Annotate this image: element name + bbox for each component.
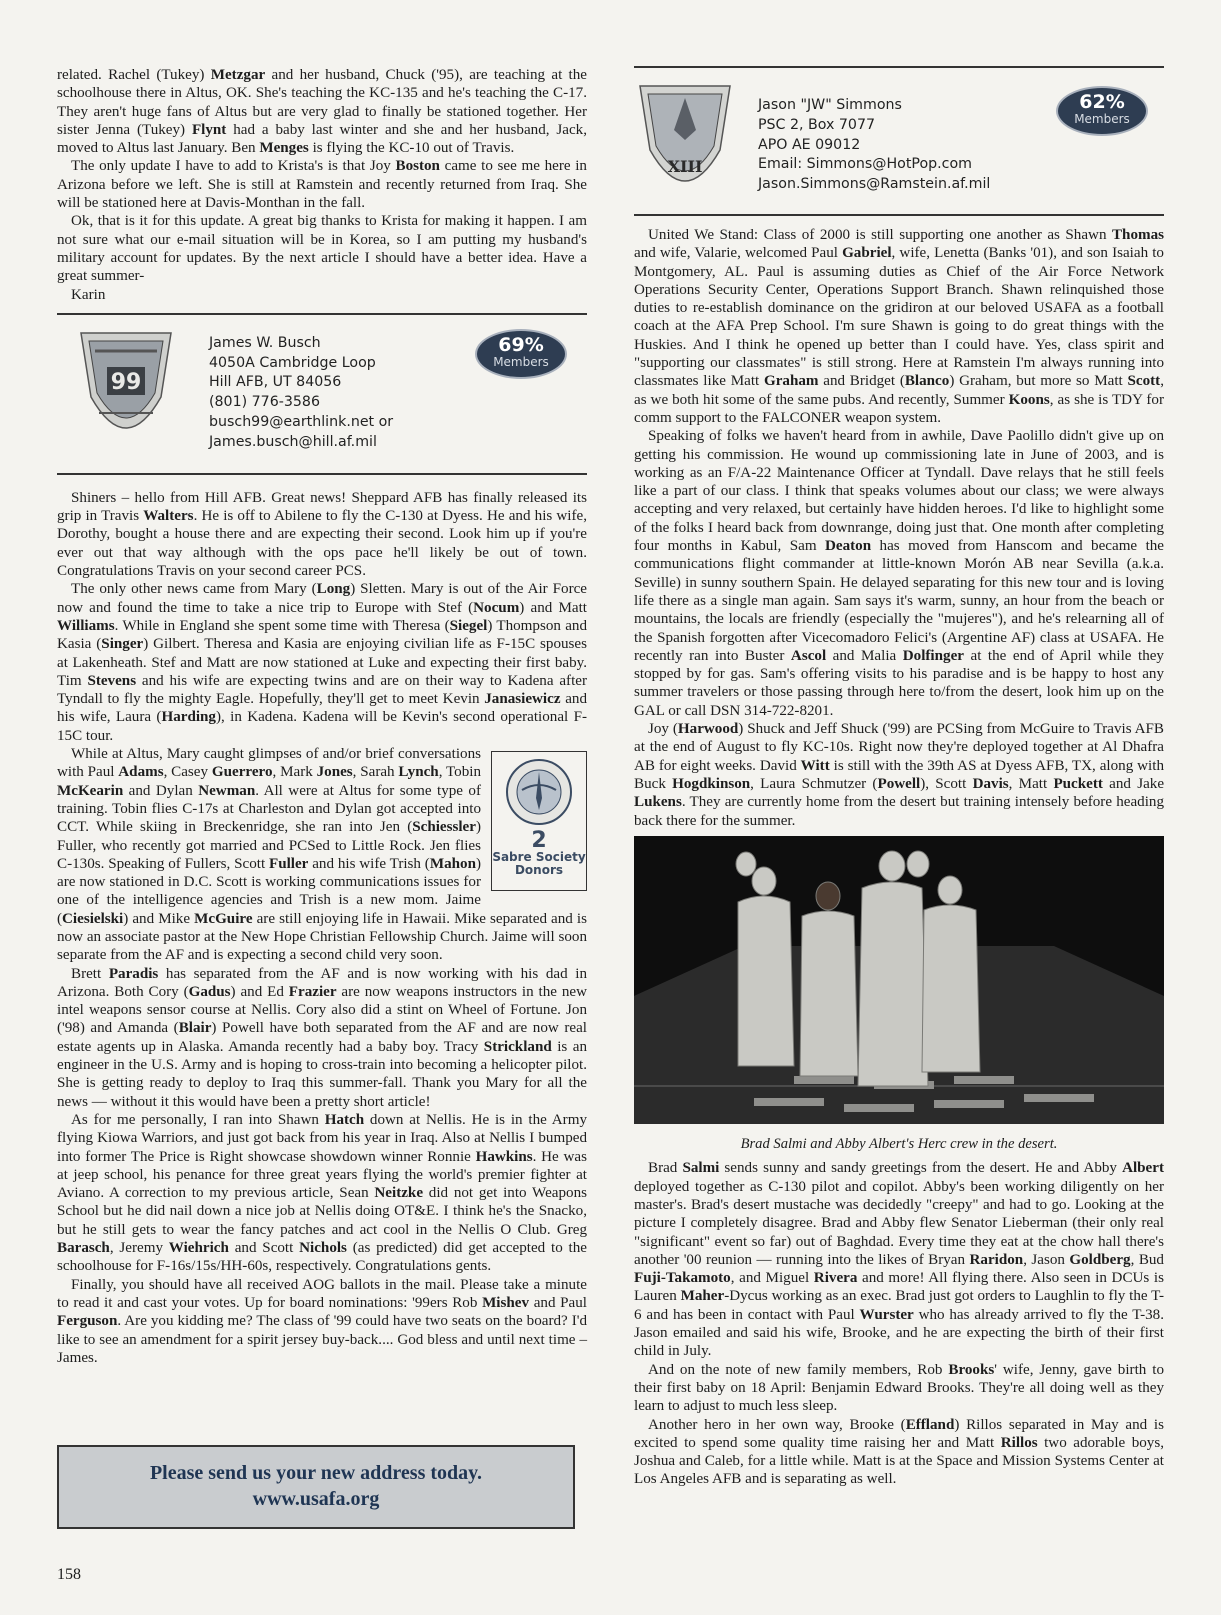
membership-percent: 62%	[1079, 91, 1125, 113]
paragraph	[634, 720, 1164, 830]
text-run: , Casey	[163, 764, 212, 781]
text-run: , Jason	[1023, 1251, 1070, 1268]
membership-label: Members	[1074, 112, 1130, 126]
text-run: Brett	[71, 965, 109, 982]
classmate-name: Effland	[905, 1416, 955, 1433]
classmate-name: Witt	[800, 757, 830, 774]
classmate-name: Davis	[972, 775, 1009, 792]
classmate-name: Harwood	[677, 721, 739, 738]
text-run: and wife, Valarie, welcomed Paul	[634, 245, 843, 262]
paragraph	[57, 1111, 587, 1276]
classmate-name: Mishev	[482, 1294, 530, 1311]
text-run: has separated from the AF and is now working with his dad in Arizona. Both Cory (	[57, 965, 587, 1000]
classmate-name: Ciesielski	[62, 910, 124, 927]
text-run: ) Fuller, who recently got married and PCSed to Little Rock. Jen flies C-130s. Speaking of Fullers, Scott	[57, 819, 481, 872]
classmate-name: Singer	[101, 636, 144, 653]
text-run: related. Rachel (Tukey)	[57, 67, 211, 83]
text-run: . Are you kidding me? The class of '99 could have two seats on the board? I'd like to see an amendment for a spirit jersey buy-back.... God bless and until next time – James.	[57, 1313, 587, 1366]
classmate-name: Frazier	[288, 983, 337, 1000]
classmate-name: Dolfinger	[902, 647, 964, 664]
text-run: The only update I have to add to Krista's is that Joy	[71, 158, 396, 175]
classmate-name: Siegel	[449, 617, 488, 634]
classmate-name: Hawkins	[475, 1148, 533, 1165]
text-run: (as predicted) did get accepted to the schoolhouse for F-16s/15s/HH-60s, respectively. Congratulations gents.	[57, 1240, 587, 1275]
text-run: While at Altus, Mary caught glimpses of and/or brief conversations with Paul	[57, 746, 481, 781]
text-run: Joy (	[648, 721, 678, 738]
contact-email-2[interactable]: Jason.Simmons@Ramstein.af.mil	[758, 176, 991, 193]
text-run: , as we both hit some of the same pubs. And recently, Summer	[634, 373, 1164, 408]
contact-email-2[interactable]: James.busch@hill.af.mil	[209, 433, 377, 450]
contact-email-1[interactable]: Email: Simmons@HotPop.com	[758, 156, 972, 173]
classmate-name: Blair	[178, 1020, 212, 1037]
address-update-banner[interactable]	[57, 1445, 575, 1529]
text-run: , Jeremy	[109, 1240, 169, 1257]
sabre-society-box	[491, 751, 587, 891]
sabre-label-1: Sabre Society	[492, 849, 586, 864]
paragraph	[57, 489, 587, 580]
text-run: ' wife, Jenny, gave birth to their first baby on 18 April: Benjamin Edward Brooks. They're all doing well as they learn to adjust to much less sleep.	[634, 1361, 1164, 1415]
text-run: is an engineer in the U.S. Army and is hoping to cross-train into becoming a helicopter pilot. She is getting ready to deploy to Iraq this summer-fall. Thank you Mary for all the news — without it this would have been a pretty short article!	[57, 1038, 587, 1110]
text-run: . He was at jeep school, his penance for three great years flying the world's premier fighter at Aviano. A correction to my previous article, Sean	[57, 1148, 587, 1202]
sabre-label-2: Donors	[514, 862, 564, 877]
classmate-name: Gabriel	[842, 245, 892, 262]
paragraph	[57, 1276, 587, 1367]
text-run: had a baby last winter and she and her husband, Jack, moved to Altus last January. Ben	[57, 121, 587, 157]
classmate-name: Powell	[877, 775, 921, 792]
crest-number: 99	[110, 369, 142, 395]
text-run: and Bridget (	[818, 373, 905, 390]
left-column	[57, 66, 587, 1367]
classmate-name: Adams	[118, 764, 164, 781]
text-run: . He is off to Abilene to fly the C-130 at Dyess. He and his wife, Dorothy, bought a house there and are expecting their second. Look him up if you're ever out that way although with the ops pace he'll likely be out of town. Congratulations Travis on your second career PCS.	[57, 508, 587, 580]
text-run: and Dylan	[123, 782, 199, 799]
classmate-name: Rillos	[1000, 1434, 1038, 1451]
text-run: is still with the 39th AS at Dyess AFB, TX, along with Buck	[634, 757, 1164, 792]
text-run: who has already arrived to fly the T-38. Jason emailed and said his wife, Brooke, and he are expecting the birth of their first child in July.	[634, 1306, 1164, 1360]
text-run: . They are currently home from the desert but training intensely before heading back there for the summer.	[634, 794, 1164, 829]
text-run: and Jake	[1102, 775, 1165, 792]
classmate-name: Stevens	[87, 672, 137, 689]
text-run: As for me personally, I ran into Shawn	[71, 1111, 325, 1128]
text-run: Karin	[71, 286, 106, 303]
paragraph	[57, 286, 587, 304]
classmate-name: Albert	[1122, 1160, 1164, 1177]
text-run: . All were at Altus for some type of training. Tobin flies C-17s at Charleston and Dylan got accepted into CCT. While skiing in Breckenridge, she ran into Jen (	[57, 782, 481, 836]
text-run: ) Powell have both separated from the AF and are now real estate agents up in Alaska. Amanda recently had a baby boy. Tracy	[57, 1020, 587, 1055]
classmate-name: Gadus	[188, 983, 231, 1000]
classmate-name: Blanco	[904, 373, 950, 390]
text-run: ) are now stationed in D.C. Scott is working communications issues for one of the intelligence agencies and Trish is a new mom. Jaime (	[57, 855, 481, 927]
contact-street: PSC 2, Box 7077	[758, 116, 876, 133]
text-run: , Bud	[1130, 1251, 1164, 1268]
text-run: ) Sletten. Mary is out of the Air Force now and found the time to take a nice trip to Europe with Stef (	[57, 581, 587, 616]
text-run: did not get into Weapons School but he did nail down a nice job at Nellis doing OT&E. I think he's the Snacko, but he still gets to wear the fancy patches and act cool in the Nellis O Club. Greg	[57, 1185, 587, 1238]
classmate-name: Koons	[1008, 391, 1050, 408]
text-run: United We Stand: Class of 2000 is still supporting one another as Shawn	[648, 227, 1112, 243]
classmate-name: Long	[316, 581, 351, 598]
classmate-name: Mahon	[429, 855, 476, 872]
class-crest-icon	[77, 327, 175, 457]
classmate-name: Ferguson	[57, 1313, 118, 1330]
paragraph	[634, 226, 1164, 427]
text-run: and Paul	[529, 1294, 587, 1311]
classmate-name: Graham	[763, 373, 819, 390]
classmate-name: Schiessler	[412, 819, 476, 836]
text-run: ) Rillos separated in May and is excited to spend some quality time raising her and Matt	[634, 1416, 1164, 1451]
text-run: . While in England she spent some time with Theresa (	[114, 617, 450, 634]
text-run: , wife, Lenetta (Banks '01), and son Isaiah to Montgomery, AL. Paul is assuming duties as Chief of the Air Force Network Operations Security Center, Operations Support Branch. Shawn relinquished those duties to re-establish dominance on the gridiron at our beloved USAFA as a football coach at the AFA Prep School. I'm sure Shawn is going to do great things with the Huskies. And I think he opened up better than I could have. Yes, class spirit and "supporting our classmates" is still strong. Here at Ramstein I'm always running into classmates like Matt	[634, 245, 1164, 390]
classmate-name: Hatch	[324, 1111, 365, 1128]
classmate-name: McGuire	[194, 910, 253, 927]
text-run: ) Shuck and Jeff Shuck ('99) are PCSing from McGuire to Travis AFB at the end of August to fly KC-10s. Right now they're deployed together at Al Dhafra AB for eight weeks. David	[634, 721, 1164, 774]
text-run: , Laura Schmutzer (	[750, 775, 878, 792]
text-run: and Scott	[228, 1240, 300, 1257]
text-run: ) Thompson and Kasia (	[57, 617, 587, 653]
text-run: Brad	[648, 1160, 683, 1177]
text-run: Finally, you should have all received AOG ballots in the mail. Please take a minute to read it and cast your votes. Up for board nominations: '99ers Rob	[57, 1276, 587, 1311]
text-run: Speaking of folks we haven't heard from in awhile, Dave Paolillo didn't give up on getting his commission. He wound up commissioning late in June of 2003, and is working as an F/A-22 Maintenance Officer at Tyndall. Dave relays that he still feels like a part of our class. I think that speaks volumes about our class; we were always accepting and very relaxed, but certainly have hidden heroes. I'd like to highlight some of the folks I heard back from downrange, doing just that. One month after completing four months in Kabul, Sam	[634, 428, 1164, 555]
classmate-name: Puckett	[1053, 775, 1103, 792]
classmate-name: Fuller	[268, 855, 309, 872]
text-run: came to see me here in Arizona before we left. She is still at Ramstein and recently returned from Iraq. She will be stationed here at Davis-Monthan in the fall.	[57, 158, 587, 212]
classmate-name: Lynch	[398, 764, 439, 781]
classmate-name: Newman	[198, 782, 256, 799]
classmate-name: Paradis	[108, 965, 159, 982]
crest-numeral: XIII	[667, 157, 703, 176]
text-run: sends sunny and sandy greetings from the desert. He and Abby	[719, 1160, 1123, 1177]
text-run: , Matt	[1008, 775, 1054, 792]
paragraph	[57, 157, 587, 212]
section-divider	[57, 473, 587, 475]
text-run: , and Miguel	[730, 1270, 814, 1287]
classmate-name: Thomas	[1111, 227, 1164, 243]
sabre-society-seal-icon	[502, 758, 576, 826]
membership-badge	[475, 329, 567, 379]
contact-block-00	[634, 68, 1164, 214]
classmate-name: Ascol	[790, 647, 827, 664]
classmate-name: Harding	[161, 709, 216, 726]
paragraph	[634, 427, 1164, 720]
classmate-name: Neitzke	[374, 1185, 424, 1202]
classmate-name: Nocum	[473, 599, 520, 616]
text-run: at the end of April while they stopped by for gas. Sam's offering visits to his paradise and is be happy to host any summer travelers or those passing through here to/from the desert, look him up on the GAL or call DSN 314-722-8201.	[634, 647, 1164, 719]
classmate-name: Salmi	[682, 1160, 720, 1177]
classmate-name: Williams	[57, 617, 115, 634]
text-run: and his wife Trish (	[308, 855, 430, 872]
text-run: ), in Kadena. Kadena will be Kevin's second operational F-15C tour.	[57, 709, 587, 744]
classmate-name: Lukens	[634, 794, 682, 811]
classmate-name: Scott	[1127, 373, 1161, 390]
text-run: ) Gilbert. Theresa and Kasia are enjoying civilian life as F-15C spouses at Lakenheath. Stef and Matt are now stationed at Luke and expecting their first baby. Tim	[57, 636, 587, 689]
class-crest-icon	[636, 80, 734, 210]
classmate-name: Goldberg	[1069, 1251, 1131, 1268]
classmate-name: Metzgar	[210, 67, 266, 83]
contact-address	[209, 334, 393, 453]
text-run: ), Scott	[920, 775, 973, 792]
text-run: and Malia	[826, 647, 903, 664]
contact-city: APO AE 09012	[758, 136, 861, 153]
text-run: Shiners – hello from Hill AFB. Great news! Sheppard AFB has finally released its grip in Travis	[57, 489, 587, 525]
text-run: , Tobin	[438, 764, 482, 781]
membership-label: Members	[493, 354, 549, 369]
classmate-name: Jones	[316, 764, 353, 781]
classmate-name: Walters	[143, 508, 194, 525]
text-run: down at Nellis. He is in the Army flying Kiowa Warriors, and just got back from his year in Iraq. Also at Nellis I bumped into former The Price is Right showcase showdown winner Ronnie	[57, 1111, 587, 1165]
text-run: , Mark	[272, 764, 317, 781]
text-run: deployed together as C-130 pilot and copilot. Abby's been working diligently on her master's. Brad's desert mustache was decidedly "creepy" and had to go. Looking at the picture I completely disagree. Brad and Abby flew Senator Lieberman (their only real "significant" event so far) out of Baghdad. Every time they eat at the chow hall there's another '00 reunion — running into the likes of Bryan	[634, 1178, 1164, 1268]
body-section-c	[634, 226, 1164, 830]
classmate-name: Fuji-Takamoto	[634, 1270, 731, 1287]
text-run: , Sarah	[352, 764, 399, 781]
text-run: And on the note of new family members, Rob	[648, 1361, 949, 1378]
classmate-name: Boston	[395, 158, 440, 175]
contact-address	[758, 96, 990, 195]
contact-block-99	[57, 315, 587, 473]
membership-badge	[1056, 86, 1148, 136]
paragraph	[634, 1361, 1164, 1416]
text-run: and his wife, Laura (	[57, 691, 587, 726]
text-run: Ok, that is it for this update. A great big thanks to Krista for making it happen. I am not sure what our e-mail situation will be in Korea, so I am putting my husband's military account for updates. By the next article I should have a better idea. Have a great summer-	[57, 213, 587, 285]
classmate-name: Wurster	[859, 1306, 914, 1323]
contact-name: James W. Busch	[209, 334, 321, 351]
contact-city: Hill AFB, UT 84056	[209, 374, 342, 391]
classmate-name: Hogdkinson	[672, 775, 751, 792]
text-run: -Dycus working as an exec. Brad just got orders to Laughlin to fly the T-6 and has been in contact with Paul	[634, 1288, 1165, 1323]
text-run: are now weapons instructors in the new intel weapons sensor course at Nellis. Cory also did a stint on Wheel of Fortune. Jon ('98) and Amanda (	[57, 983, 587, 1037]
banner-line-1: Please send us your new address today.	[149, 1462, 483, 1484]
classmate-name: Maher	[680, 1288, 725, 1305]
classmate-name: Flynt	[191, 121, 227, 138]
paragraph	[634, 1416, 1164, 1489]
text-run: Another hero in her own way, Brooke (	[648, 1416, 906, 1433]
membership-percent: 69%	[498, 333, 544, 356]
classmate-name: McKearin	[57, 782, 124, 799]
paragraph	[634, 1159, 1164, 1360]
classmate-name: Deaton	[825, 538, 872, 555]
contact-email-1[interactable]: busch99@earthlink.net or	[209, 414, 394, 431]
intro-section	[57, 66, 587, 304]
sabre-donor-count: 2	[531, 828, 547, 854]
classmate-name: Rivera	[813, 1270, 858, 1287]
body-section-a	[57, 489, 587, 745]
text-run: ) and Mike	[123, 910, 195, 927]
text-run: two adorable boys, Joshua and Caleb, for a little while. Matt is at the Space and Mission Systems Center at Los Angeles AFB and is separating as well.	[634, 1434, 1164, 1488]
paragraph	[57, 212, 587, 285]
paragraph	[57, 965, 587, 1111]
classmate-name: Raridon	[969, 1251, 1024, 1268]
text-run: has moved from Hanscom and became the communications flight commander at little-known Morón AB near Sevilla (a.k.a. Seville) in sunny southern Spain. He delayed separating for this new tour and is loving life there as a single man again. Sam says it's warm, sunny, an hour from the beach or mountains, the locals are friendly (especially the "mujeres"), and he's relearning all of the Spanish forgotten after Vicecomadoro Felici's (Argentine AF) class at USAFA. He recently ran into Buster	[634, 538, 1165, 664]
paragraph	[57, 66, 587, 157]
banner-url-link[interactable]: www.usafa.org	[252, 1488, 380, 1510]
classmate-name: Brooks	[948, 1361, 995, 1378]
text-run: and more! All flying there. Also seen in DCUs is Lauren	[634, 1270, 1164, 1305]
contact-name: Jason "JW" Simmons	[758, 97, 902, 113]
classmate-name: Wiehrich	[168, 1240, 229, 1257]
classmate-name: Strickland	[483, 1038, 552, 1055]
text-run: ) and Ed	[230, 983, 289, 1000]
text-run: ) and Matt	[519, 599, 587, 616]
paragraph	[57, 580, 587, 745]
text-run: , as she is TDY for comm support to the FALCONER weapon system.	[634, 391, 1164, 426]
classmate-name: Guerrero	[211, 764, 273, 781]
classmate-name: Barasch	[57, 1240, 110, 1257]
body-section-d	[634, 1159, 1164, 1488]
contact-phone: (801) 776-3586	[209, 394, 320, 411]
photo-caption: Brad Salmi and Abby Albert's Herc crew in the desert.	[740, 1136, 1058, 1153]
page-number: 158	[57, 1566, 81, 1583]
text-run: The only other news came from Mary (	[71, 581, 317, 598]
classmate-name: Janasiewicz	[484, 691, 561, 708]
classmate-name: Nichols	[299, 1240, 347, 1257]
section-divider	[634, 214, 1164, 216]
classmate-name: Menges	[259, 140, 309, 157]
text-run: are still enjoying life in Hawaii. Mike separated and is now an associate pastor at the New Hope Christian Fellowship Church. Jaime will soon separate from the AF and is expecting a second child very soon.	[57, 910, 587, 964]
text-run: is flying the KC-10 out of Travis.	[308, 140, 515, 157]
text-run: and her husband, Chuck ('95), are teaching at the schoolhouse there in Altus, OK. She's teaching the KC-135 and he's teaching the C-17. They aren't huge fans of Altus but are very glad to finally be stationed together. Her sister Jenna (Tukey)	[57, 67, 587, 138]
text-run: ) Graham, but more so Matt	[949, 373, 1128, 390]
contact-street: 4050A Cambridge Loop	[209, 354, 376, 371]
herc-crew-photo	[634, 836, 1164, 1124]
right-column	[634, 66, 1164, 1489]
text-run: and his wife are expecting twins and are on their way to Kadena after Tyndall to fly the mighty Eagle. Hopefully, they'll get to meet Kevin	[57, 672, 587, 708]
